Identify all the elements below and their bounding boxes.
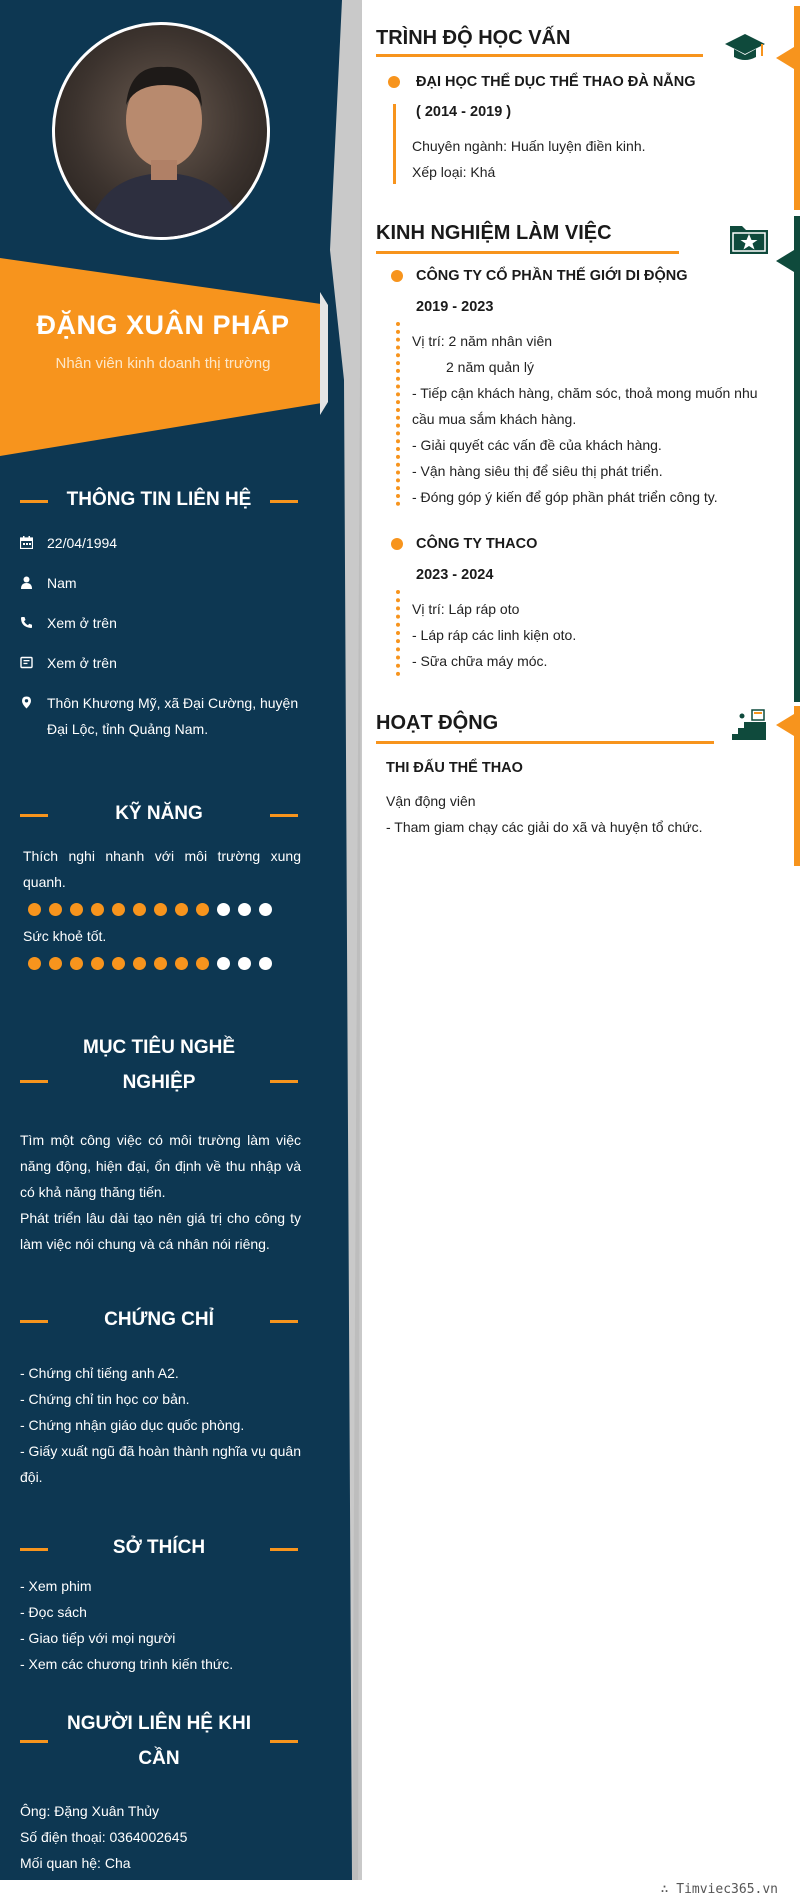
job-2-timeline (396, 590, 400, 676)
job-1-line: - Vận hàng siêu thị để siêu thị phát triển. (412, 463, 663, 479)
objective-paragraph-1: Tìm một công việc có môi trường làm việc năng động, hiện đại, ổn định về thu nhập và có khả năng thăng tiến. (20, 1132, 301, 1200)
heading-dash (20, 1548, 48, 1551)
job-1-line: Vị trí: 2 năm nhân viên (412, 333, 553, 349)
job-1-line: cầu mua sắm khách hàng. (412, 411, 577, 427)
activities-side-bar (794, 706, 800, 866)
contact-email: Xem ở trên (20, 650, 300, 676)
hobby-item: - Xem phim (20, 1578, 92, 1594)
experience-side-bar (794, 216, 800, 702)
certificate-item: - Chứng nhận giáo dục quốc phòng. (20, 1417, 245, 1433)
heading-dash (20, 1740, 48, 1743)
education-side-bar (794, 6, 800, 210)
objective-paragraph-2: Phát triển lâu dài tạo nên giá trị cho công ty làm việc nói chung và cá nhân nói riêng. (20, 1210, 301, 1252)
map-pin-icon (20, 690, 47, 742)
skill-rating-dot (112, 903, 125, 916)
education-school: ĐẠI HỌC THỂ DỤC THỂ THAO ĐÀ NẴNG (416, 74, 696, 90)
job-2-company: CÔNG TY THACO (416, 536, 538, 552)
skill-rating-dot (238, 903, 251, 916)
job-2-period: 2023 - 2024 (416, 567, 494, 583)
skill-1-rating (28, 903, 272, 916)
calendar-icon (20, 530, 47, 556)
skill-rating-dot (91, 957, 104, 970)
skill-1-name: Thích nghi nhanh với môi trường xung quanh. (23, 848, 301, 890)
hobby-item: - Đọc sách (20, 1604, 87, 1620)
skill-2-rating (28, 957, 272, 970)
skill-rating-dot (175, 903, 188, 916)
experience-side-pointer (776, 250, 794, 272)
activities-underline (376, 741, 714, 744)
activity-title: THI ĐẤU THỂ THAO (386, 760, 523, 776)
job-1-line: - Tiếp cận khách hàng, chăm sóc, thoả mong muốn nhu (412, 385, 758, 401)
skill-rating-dot (196, 903, 209, 916)
avatar (52, 22, 270, 240)
skill-rating-dot (49, 957, 62, 970)
skill-rating-dot (259, 903, 272, 916)
skill-rating-dot (154, 903, 167, 916)
activities-side-pointer (776, 714, 794, 736)
hobbies-list (20, 1573, 301, 1677)
heading-dash (270, 814, 298, 817)
skill-2-name: Sức khoẻ tốt. (23, 928, 107, 944)
experience-heading: KINH NGHIỆM LÀM VIỆC (376, 222, 612, 244)
reference-heading: NGƯỜI LIÊN HỆ KHI CẦN (20, 1706, 298, 1776)
skill-rating-dot (112, 957, 125, 970)
reference-list (20, 1798, 301, 1876)
education-side-pointer (776, 47, 794, 69)
skill-rating-dot (70, 957, 83, 970)
certificates-list (20, 1360, 301, 1490)
education-underline (376, 54, 703, 57)
reference-item: Số điện thoại: 0364002645 (20, 1829, 188, 1845)
education-period: ( 2014 - 2019 ) (416, 104, 512, 120)
skill-rating-dot (175, 957, 188, 970)
activities-heading: HOẠT ĐỘNG (376, 712, 499, 734)
reference-item: Mối quan hệ: Cha (20, 1855, 131, 1871)
activity-line: Vận động viên (386, 793, 476, 809)
education-heading: TRÌNH ĐỘ HỌC VẤN (376, 27, 571, 49)
graduation-cap-icon (724, 30, 766, 64)
skill-rating-dot (217, 957, 230, 970)
education-timeline (393, 104, 396, 184)
contact-gender: Nam (20, 570, 300, 596)
watermark-text: Timviec365.vn (676, 1882, 778, 1897)
skill-rating-dot (70, 903, 83, 916)
contact-heading: THÔNG TIN LIÊN HỆ (20, 482, 298, 517)
certificates-heading: CHỨNG CHỈ (20, 1302, 298, 1337)
job-1-line: 2 năm quản lý (446, 359, 534, 375)
job-1-line: - Đóng góp ý kiến để góp phần phát triển công ty. (412, 489, 718, 505)
job-2-line: - Sữa chữa máy móc. (412, 653, 548, 669)
hobby-item: - Giao tiếp với mọi người (20, 1630, 176, 1646)
reference-item: Ông: Đặng Xuân Thủy (20, 1803, 160, 1819)
skill-rating-dot (133, 903, 146, 916)
user-icon (20, 570, 47, 596)
hobby-item: - Xem các chương trình kiến thức. (20, 1656, 234, 1672)
skill-rating-dot (238, 957, 251, 970)
contact-address: Thôn Khương Mỹ, xã Đại Cường, huyện Đại Lộc, tỉnh Quảng Nam. (20, 690, 300, 742)
skill-rating-dot (196, 957, 209, 970)
experience-underline (376, 251, 679, 254)
heading-dash (20, 1320, 48, 1323)
skill-rating-dot (133, 957, 146, 970)
heading-dash (20, 1080, 48, 1083)
job-1-period: 2019 - 2023 (416, 299, 494, 315)
candidate-job-title: Nhân viên kinh doanh thị trường (55, 355, 271, 372)
skill-rating-dot (28, 903, 41, 916)
objective-heading: MỤC TIÊU NGHỀ NGHIỆP (20, 1030, 298, 1100)
avatar-photo (55, 25, 270, 240)
heading-dash (270, 1548, 298, 1551)
activity-line: - Tham giam chạy các giải do xã và huyện tổ chức. (386, 819, 703, 835)
skill-rating-dot (49, 903, 62, 916)
heading-dash (270, 1080, 298, 1083)
heading-dash (20, 500, 48, 503)
phone-icon (20, 610, 47, 636)
mail-icon (20, 650, 47, 676)
folder-star-icon (728, 222, 770, 256)
heading-dash (20, 814, 48, 817)
job-1-company: CÔNG TY CỔ PHẦN THẾ GIỚI DI ĐỘNG (416, 268, 688, 284)
watermark: ∴ Timviec365.vn (660, 1882, 778, 1897)
skill-rating-dot (28, 957, 41, 970)
certificate-item: - Chứng chỉ tin học cơ bản. (20, 1391, 190, 1407)
education-major: Chuyên ngành: Huấn luyện điền kinh. (412, 138, 646, 154)
job-1-bullet (391, 270, 403, 282)
heading-dash (270, 500, 298, 503)
job-2-line: Vị trí: Láp ráp oto (412, 601, 520, 617)
job-2-line: - Láp ráp các linh kiện oto. (412, 627, 577, 643)
contact-phone: Xem ở trên (20, 610, 300, 636)
job-2-bullet (391, 538, 403, 550)
job-1-timeline (396, 322, 400, 506)
skill-rating-dot (154, 957, 167, 970)
contact-birthday: 22/04/1994 (20, 530, 300, 556)
certificate-item: - Giấy xuất ngũ đã hoàn thành nghĩa vụ quân đội. (20, 1443, 301, 1485)
education-rank: Xếp loại: Khá (412, 164, 496, 180)
skill-rating-dot (91, 903, 104, 916)
education-bullet (388, 76, 400, 88)
podium-stairs-icon (728, 708, 770, 742)
job-1-line: - Giải quyết các vấn đề của khách hàng. (412, 437, 662, 453)
skills-heading: KỸ NĂNG (20, 796, 298, 831)
certificate-item: - Chứng chỉ tiếng anh A2. (20, 1365, 179, 1381)
hobbies-heading: SỞ THÍCH (20, 1530, 298, 1565)
heading-dash (270, 1320, 298, 1323)
candidate-name: ĐẶNG XUÂN PHÁP (36, 310, 290, 340)
skill-rating-dot (259, 957, 272, 970)
skill-rating-dot (217, 903, 230, 916)
heading-dash (270, 1740, 298, 1743)
